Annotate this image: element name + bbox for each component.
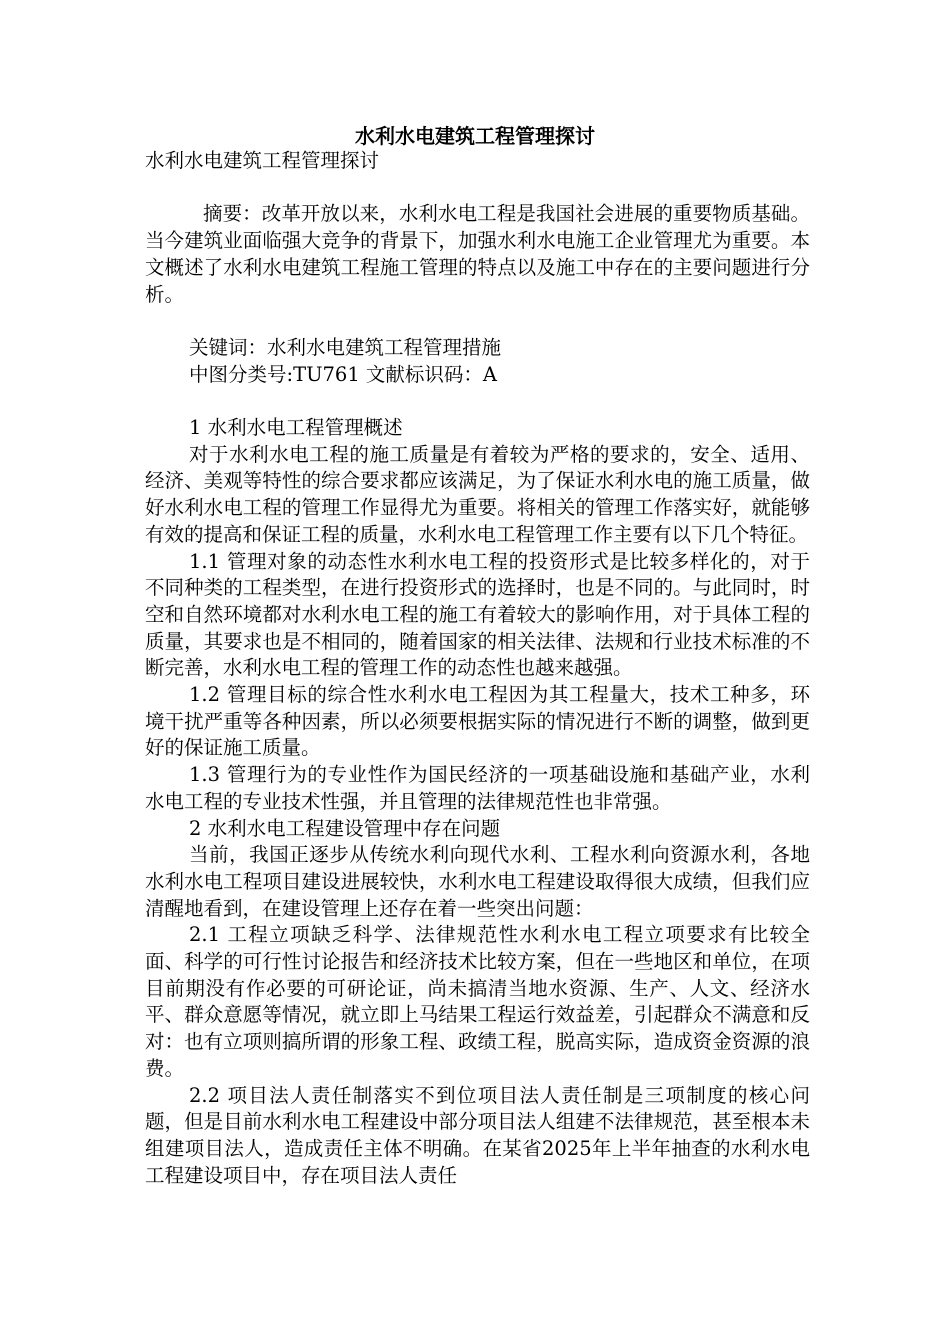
document-title: 水利水电建筑工程管理探讨 (355, 124, 595, 148)
section-2-intro-paragraph: 当前，我国正逐步从传统水利向现代水利、工程水利向资源水利，各地水利水电工程项目建设进展较快，水利水电工程建设取得很大成绩，但我们应清醒地看到，在建设管理上还存在着一些突出问题： (145, 843, 810, 920)
classification-line: 中图分类号:TU761 文献标识码：A (189, 362, 498, 386)
section-1-2-paragraph: 1.2 管理目标的综合性水利水电工程因为其工程量大，技术工种多，环境干扰严重等各种因素，所以必须要根据实际的情况进行不断的调整，做到更好的保证施工质量。 (145, 683, 810, 760)
section-2-1-paragraph: 2.1 工程立项缺乏科学、法律规范性水利水电工程立项要求有比较全面、科学的可行性讨论报告和经济技术比较方案，但在一些地区和单位，在项目前期没有作必要的可研论证，尚未搞清当地水资源、生产、人文、经济水平、群众意愿等情况，就立即上马结果工程运行效益差，引起群众不满意和反对：也有立项则搞所谓的形象工程、政绩工程，脱高实际，造成资金资源的浪费。 (145, 923, 810, 1080)
section-1-1-paragraph: 1.1 管理对象的动态性水利水电工程的投资形式是比较多样化的，对于不同种类的工程类型，在进行投资形式的选择时，也是不同的。与此同时，时空和自然环境都对水利水电工程的施工有着较大的影响作用，对于具体工程的质量，其要求也是不相同的，随着国家的相关法律、法规和行业技术标准的不断完善，水利水电工程的管理工作的动态性也越来越强。 (145, 549, 810, 680)
abstract-paragraph: 摘要：改革开放以来，水利水电工程是我国社会进展的重要物质基础。当今建筑业面临强大竞争的背景下，加强水利水电施工企业管理尤为重要。本文概述了水利水电建筑工程施工管理的特点以及施工中存在的主要问题进行分析。 (145, 202, 810, 306)
document-body (145, 148, 810, 1189)
document-subtitle: 水利水电建筑工程管理探讨 (145, 149, 380, 172)
keywords-line: 关键词：水利水电建筑工程管理措施 (189, 335, 502, 359)
section-2-heading: 2 水利水电工程建设管理中存在问题 (189, 816, 501, 840)
section-1-heading: 1 水利水电工程管理概述 (189, 415, 403, 439)
blank-line (145, 175, 810, 202)
blank-line (145, 388, 810, 415)
section-2-2-paragraph: 2.2 项目法人责任制落实不到位项目法人责任制是三项制度的核心问题，但是目前水利水电工程建设中部分项目法人组建不法律规范，甚至根本未组建项目法人，造成责任主体不明确。在某省2025年上半年抽查的水利水电工程建设项目中，存在项目法人责任 (145, 1083, 810, 1187)
section-1-3-paragraph: 1.3 管理行为的专业性作为国民经济的一项基础设施和基础产业，水利水电工程的专业技术性强，并且管理的法律规范性也非常强。 (145, 763, 810, 813)
section-1-intro-paragraph: 对于水利水电工程的施工质量是有着较为严格的要求的，安全、适用、经济、美观等特性的综合要求都应该满足，为了保证水利水电的施工质量，做好水利水电工程的管理工作显得尤为重要。将相关的管理工作落实好，就能够有效的提高和保证工程的质量，水利水电工程管理工作主要有以下几个特征。 (145, 442, 810, 546)
blank-line (145, 308, 810, 335)
